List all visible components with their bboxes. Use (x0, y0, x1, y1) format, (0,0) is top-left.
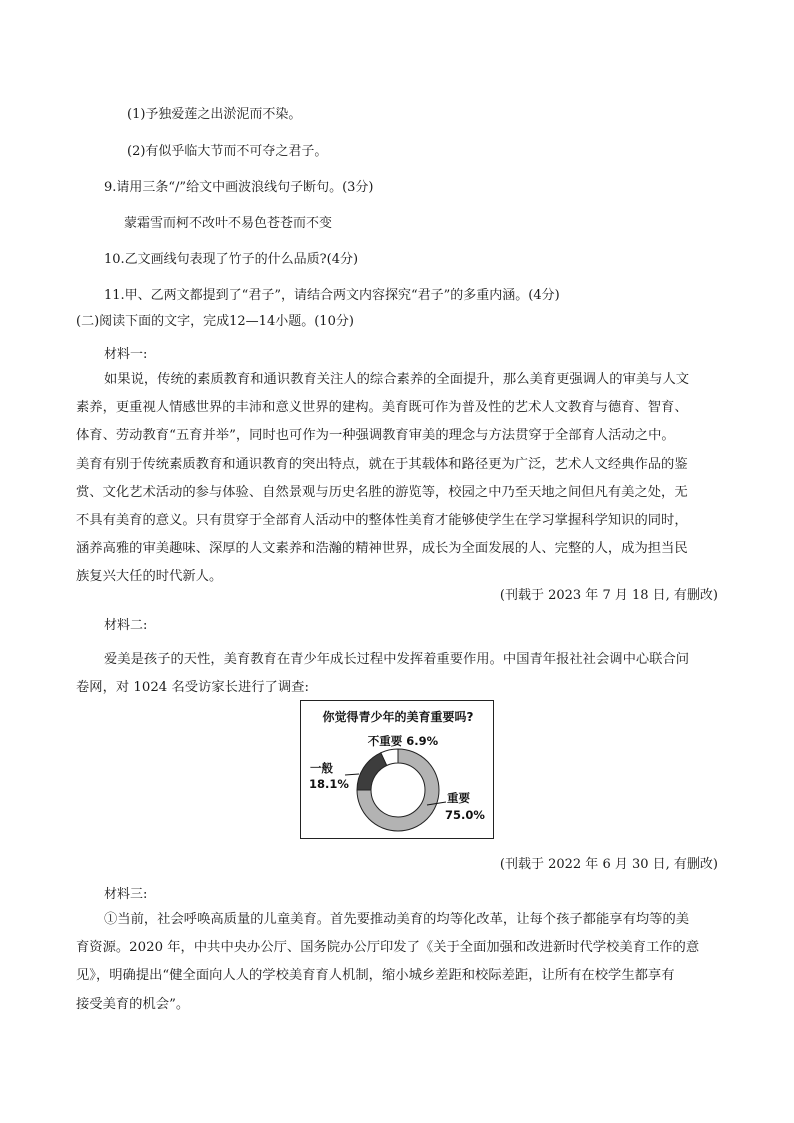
sub-question-2: (2)有似乎临大节而不可夺之君子。 (127, 144, 328, 159)
text-line: 族复兴大任的时代新人。 (76, 569, 223, 585)
label-important-name: 重要 (447, 791, 470, 805)
question-11: 11.甲、乙两文都提到了“君子”，请结合两文内容探究“君子”的多重内涵。(4分) (104, 288, 560, 303)
donut-group (357, 749, 439, 831)
label-unimportant: 不重要 6.9% (367, 734, 439, 748)
question-10: 10.乙文画线句表现了竹子的什么品质?(4分) (104, 252, 359, 267)
material-2-source: (刊载于 2022 年 6 月 30 日, 有删改) (499, 857, 718, 872)
material-1-body (76, 366, 726, 592)
text-line: 不具有美育的意义。只有贯穿于全部育人活动中的整体性美育才能够使学生在学习掌握科学知识的同时， (76, 513, 688, 529)
chart-title: 你觉得青少年的美育重要吗? (322, 710, 474, 724)
sub-question-1: (1)予独爱莲之出淤泥而不染。 (127, 107, 302, 122)
label-important-value: 75.0% (445, 808, 485, 822)
text-line: 素养，更重视人情感世界的丰沛和意义世界的建构。美育既可作为普及性的艺术人文教育与德育、智育、 (76, 400, 688, 416)
text-line: 美育有别于传统素质教育和通识教育的突出特点，就在于其载体和路径更为广泛，艺术人文经典作品的鉴 (76, 456, 688, 472)
text-line: 爱美是孩子的天性，美育教育在青少年成长过程中发挥着重要作用。中国青年报社社会调中心联合问 (104, 652, 690, 667)
label-average-name: 一般 (310, 761, 333, 775)
survey-pie-chart (300, 700, 494, 839)
text-line: 体育、劳动教育“五育并举”，同时也可作为一种强调教育审美的理念与方法贯穿于全部育人活动之中。 (76, 428, 675, 444)
material-3-label: 材料三: (104, 887, 148, 902)
question-9-sentence: 蒙霜雪而柯不改叶不易色苍苍而不变 (124, 216, 333, 231)
text-line: 见》，明确提出“健全面向人人的学校美育育人机制，缩小城乡差距和校际差距，让所有在校学生都享有 (76, 968, 675, 984)
material-2-body (76, 646, 726, 702)
leader-line-average (345, 774, 359, 775)
material-3-body (76, 906, 726, 1019)
text-line: 赏、文化艺术活动的参与体验、自然景观与历史名胜的游览等，校园之中乃至天地之间但凡有美之处，无 (76, 484, 688, 500)
text-line: 如果说，传统的素质教育和通识教育关注人的综合素养的全面提升，那么美育更强调人的审美与人文 (104, 372, 690, 387)
label-average-value: 18.1% (309, 777, 349, 791)
material-1-source: (刊载于 2023 年 7 月 18 日, 有删改) (499, 588, 718, 603)
section-2-heading: (二)阅读下面的文字，完成12—14小题。(10分) (76, 314, 354, 329)
chart-canvas (301, 701, 495, 840)
text-line: 育资源。2020 年，中共中央办公厅、国务院办公厅印发了《关于全面加强和改进新时代学校美育工作的意 (76, 940, 700, 956)
text-line: 卷网，对 1024 名受访家长进行了调查: (76, 680, 309, 696)
material-1-label: 材料一: (104, 347, 148, 362)
donut-slice-一般 (357, 753, 387, 790)
question-9: 9.请用三条“/”给文中画波浪线句子断句。(3分) (104, 180, 374, 195)
text-line: ①当前，社会呼唤高质量的儿童美育。首先要推动美育的均等化改革，让每个孩子都能享有均等的美 (104, 912, 690, 927)
material-2-label: 材料二: (104, 618, 148, 633)
text-line: 接受美育的机会”。 (76, 996, 190, 1012)
text-line: 涵养高雅的审美趣味、深厚的人文素养和浩瀚的精神世界，成长为全面发展的人、完整的人，成为担当民 (76, 541, 688, 557)
